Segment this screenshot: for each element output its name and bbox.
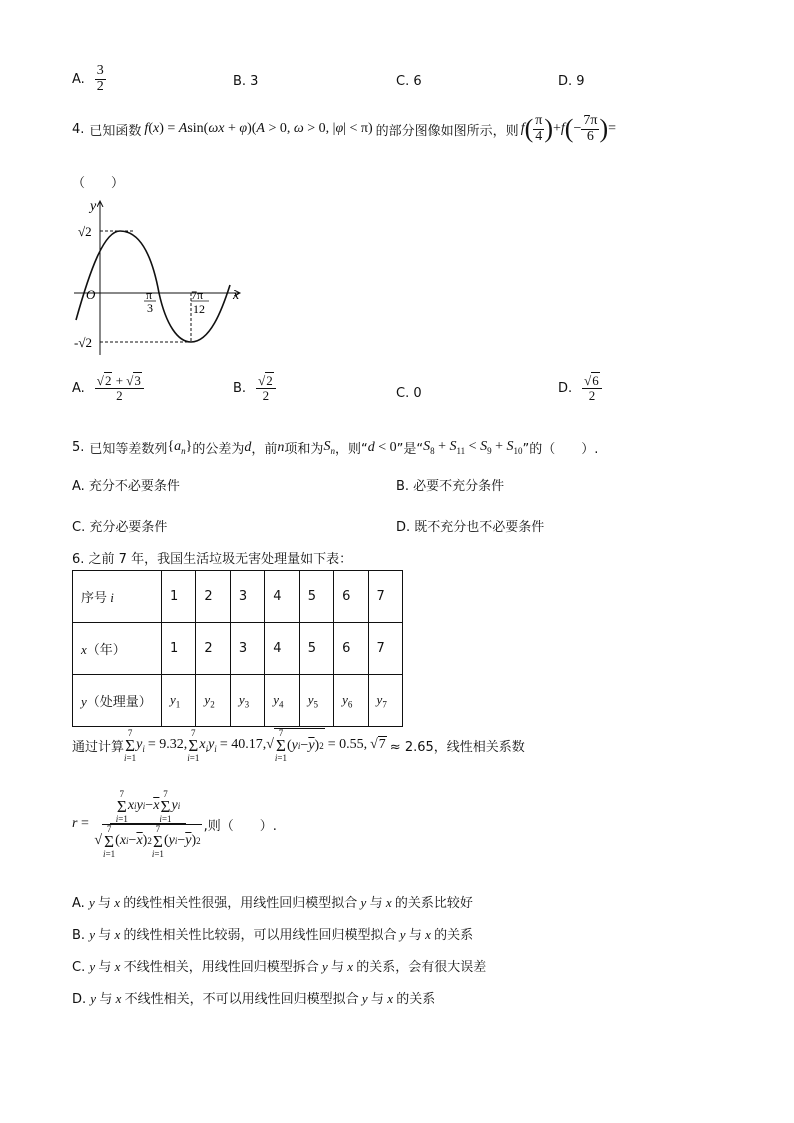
table-head-year xyxy=(73,623,162,675)
q3-a-num: 3 xyxy=(96,63,104,78)
row1-head-text: 序号 xyxy=(81,591,108,606)
q6-a-t4: 的关系比较好 xyxy=(394,896,473,911)
q5-text6: ”是“ xyxy=(396,442,424,457)
calc-value4: ≈ 2.65，线性相关系数 xyxy=(389,739,525,755)
q6-calc-prefix: 通过计算 xyxy=(72,739,125,755)
graph-y-label: y xyxy=(90,199,97,214)
q6-d-t4: 的关系 xyxy=(396,992,436,1007)
q5-text7: ”的（ ）. xyxy=(522,442,599,457)
q4-question xyxy=(72,114,616,144)
q5-n: n xyxy=(277,439,285,455)
table-head-index xyxy=(73,571,162,623)
q5-text2: 的公差为 xyxy=(192,442,245,457)
q4-function-expr: f(x) = Asin(ωx + φ)(A > 0, ω > 0, |φ| < π) xyxy=(144,121,373,137)
table-cell: 2 xyxy=(196,623,230,675)
table-head-amount xyxy=(73,675,162,727)
graph-x-label: x xyxy=(233,288,240,303)
table-cell: 1 xyxy=(162,623,196,675)
q6-b-head: B. xyxy=(72,928,86,943)
var-y: y xyxy=(89,927,99,942)
row3-head-text: （处理量） xyxy=(86,695,152,710)
calc-sqrt7: √7 xyxy=(370,737,386,753)
calc-term2: $x_iy_i$ xyxy=(199,736,217,754)
q5-option-c: C. 充分必要条件 xyxy=(72,520,168,535)
graph-y-top: √2 xyxy=(78,224,92,239)
q3-option-a-fraction xyxy=(95,64,106,94)
var-x: x xyxy=(421,927,435,942)
graph-y-bottom: -√2 xyxy=(74,335,92,350)
q6-b-t4: 的关系 xyxy=(434,928,474,943)
q3-option-d: D. 9 xyxy=(558,74,585,89)
r-fraction: 7 Σ i=1 x i y i − $\overline{x}$ 7 Σ i=1 y i √ 7 Σ i=1 ( x i − $\overline{x}$ ) 2 7 Σ i=1 ( y i − $\overline{y}$ ) 2 xyxy=(94,789,201,860)
q6-d-t2: 不线性相关，不可以用线性回归模型拟合 xyxy=(124,992,359,1007)
q5-option-b: B. 必要不充分条件 xyxy=(396,479,505,494)
q6-a-t3: 与 xyxy=(369,896,383,911)
calc-sqrt-term: √ 7 Σ i=1 ( y i − $\overline{y}$ ) 2 xyxy=(266,728,324,764)
var-y: y xyxy=(358,991,371,1006)
table-cell: 5 xyxy=(299,571,333,623)
q6-d-t1: 与 xyxy=(99,992,113,1007)
q3-a-den: 2 xyxy=(96,78,104,94)
q5-text4: 项和为 xyxy=(284,442,324,457)
table-cell: $y_3$ xyxy=(230,675,264,727)
q4-option-a xyxy=(72,374,144,402)
table-cell: 1 xyxy=(162,571,196,623)
table-cell: 3 xyxy=(230,571,264,623)
q5-text1: 已知等差数列 xyxy=(89,442,168,457)
calc-value2: = 40.17, xyxy=(219,737,267,753)
sum-symbol: 7 Σ i=1 xyxy=(124,727,137,763)
q6-c-t3: 与 xyxy=(330,960,344,975)
table-cell: $y_1$ xyxy=(162,675,196,727)
q5-option-d: D. 既不充分也不必要条件 xyxy=(396,520,545,535)
var-y: y xyxy=(88,895,98,910)
q4-option-c: C. 0 xyxy=(396,386,422,401)
var-x: x xyxy=(110,895,124,910)
q6-c-t1: 与 xyxy=(98,960,112,975)
q6-a-t2: 的线性相关性很强，用线性回归模型拟合 xyxy=(123,896,358,911)
graph-origin: O xyxy=(86,287,96,302)
q3-option-c: C. 6 xyxy=(396,74,422,89)
q4-blank: （ ） xyxy=(72,176,125,191)
calc-value3: = 0.55, xyxy=(327,737,368,753)
q4-option-a-label: A. xyxy=(72,380,85,396)
q6-option-a xyxy=(72,892,473,911)
table-row xyxy=(73,623,403,675)
q6-option-d xyxy=(72,988,435,1007)
q3-option-a xyxy=(72,64,106,94)
q6-r-formula: r = 7 Σ i=1 x i y i − $\overline{x}$ 7 Σ i=1 y i √ 7 Σ i=1 ( x i − $\overline{x}$ ) 2 7 Σ i=1 ( y i − $\overline{y}$ ) 2 ,则（ ）. xyxy=(72,789,277,860)
q3-option-a-label: A. xyxy=(72,71,85,87)
var-x: x xyxy=(383,991,397,1006)
var-y: y xyxy=(396,927,409,942)
calc-value1: = 9.32, xyxy=(147,737,188,753)
table-cell: $y_4$ xyxy=(265,675,299,727)
q5-text5: ，则“ xyxy=(334,442,368,457)
var-x: x xyxy=(344,959,357,974)
var-x: x xyxy=(111,959,124,974)
sum-symbol: 7 Σ i=1 xyxy=(187,727,200,763)
q5-text3: ，前 xyxy=(251,442,278,457)
var-x: x xyxy=(112,991,125,1006)
q4-option-d-label: D. xyxy=(558,380,573,396)
q4-option-b xyxy=(233,374,276,402)
q6-a-head: A. xyxy=(72,896,85,911)
q4-option-b-label: B. xyxy=(233,380,247,396)
q4-number: 4. xyxy=(72,121,85,137)
table-cell: 6 xyxy=(334,623,368,675)
table-cell: 5 xyxy=(299,623,333,675)
q6-b-t1: 与 xyxy=(98,928,112,943)
row2-head-text: （年） xyxy=(86,643,126,658)
graph-tick2-den: 12 xyxy=(193,302,205,316)
var-x: x xyxy=(111,927,124,942)
table-cell: 7 xyxy=(368,571,402,623)
graph-tick1-den: 3 xyxy=(147,301,153,315)
q3-option-b: B. 3 xyxy=(233,74,259,89)
q4-option-d-value: $\frac{√6}{2}$ xyxy=(582,374,602,402)
q4-option-d xyxy=(558,374,602,402)
table-cell: $y_6$ xyxy=(334,675,368,727)
q6-d-head: D. xyxy=(72,992,87,1007)
q5-question xyxy=(72,438,598,457)
q4-option-a-value: $\frac{√2 + √3}{2}$ xyxy=(95,374,144,402)
q6-calc xyxy=(72,728,525,762)
q6-b-t2: 的线性相关性比较弱，可以用线性回归模型拟合 xyxy=(123,928,397,943)
table-cell: 6 xyxy=(334,571,368,623)
q5-condition2: $S_8 + S_{11} < S_9 + S_{10}$ xyxy=(423,439,523,456)
q5-number: 5. xyxy=(72,440,85,455)
q5-sequence: $\{a_n\}$ xyxy=(167,439,193,456)
graph-tick2-num: 7π xyxy=(191,288,204,302)
table-row xyxy=(73,571,403,623)
q6-option-c xyxy=(72,956,486,975)
q4-text2: 的部分图像如图所示，则 xyxy=(375,123,519,139)
table-row xyxy=(73,675,403,727)
table-cell: 7 xyxy=(368,623,402,675)
table-cell: 4 xyxy=(265,571,299,623)
table-cell: $y_5$ xyxy=(299,675,333,727)
graph-tick1-num: π xyxy=(146,288,153,302)
table-cell: $y_2$ xyxy=(196,675,230,727)
q6-c-head: C. xyxy=(72,960,86,975)
q5-d: d xyxy=(244,439,252,455)
q6-intro: 6. 之前 7 年，我国生活垃圾无害处理量如下表： xyxy=(72,552,353,567)
r-suffix: ,则（ ）. xyxy=(203,818,277,834)
table-cell: 2 xyxy=(196,571,230,623)
table-cell: 4 xyxy=(265,623,299,675)
q5-option-a: A. 充分不必要条件 xyxy=(72,479,180,494)
q5-sn: $S_n$ xyxy=(323,439,335,456)
var-x: x xyxy=(382,895,395,910)
q4-sine-graph xyxy=(70,195,250,360)
var-y: y xyxy=(357,895,370,910)
sine-curve xyxy=(76,231,230,342)
q6-a-t1: 与 xyxy=(97,896,111,911)
row1-head-var: i xyxy=(107,590,114,605)
var-y: y xyxy=(89,959,99,974)
q6-table xyxy=(72,570,403,727)
var-y: y xyxy=(318,959,331,974)
table-cell: 3 xyxy=(230,623,264,675)
table-cell: $y_7$ xyxy=(368,675,402,727)
q6-option-b xyxy=(72,924,473,943)
calc-term1: $y_i$ xyxy=(136,736,145,754)
q4-target-expr: f ( $\frac{\pi}{4}$ ) + f ( − $\frac{7\pi}{6}$ ) = xyxy=(520,113,617,144)
q5-condition1: d < 0 xyxy=(367,439,397,455)
var-y: y xyxy=(90,991,100,1006)
q6-c-t4: 的关系，会有很大误差 xyxy=(356,960,487,975)
row3-head-var: y xyxy=(81,694,87,709)
q6-d-t3: 与 xyxy=(370,992,384,1007)
q6-c-t2: 不线性相关，用线性回归模型拆合 xyxy=(123,960,319,975)
q4-option-b-value: $\frac{√2}{2}$ xyxy=(256,374,276,402)
q6-b-t3: 与 xyxy=(408,928,422,943)
q4-text1: 已知函数 xyxy=(89,123,142,139)
row2-head-var: x xyxy=(81,642,87,657)
